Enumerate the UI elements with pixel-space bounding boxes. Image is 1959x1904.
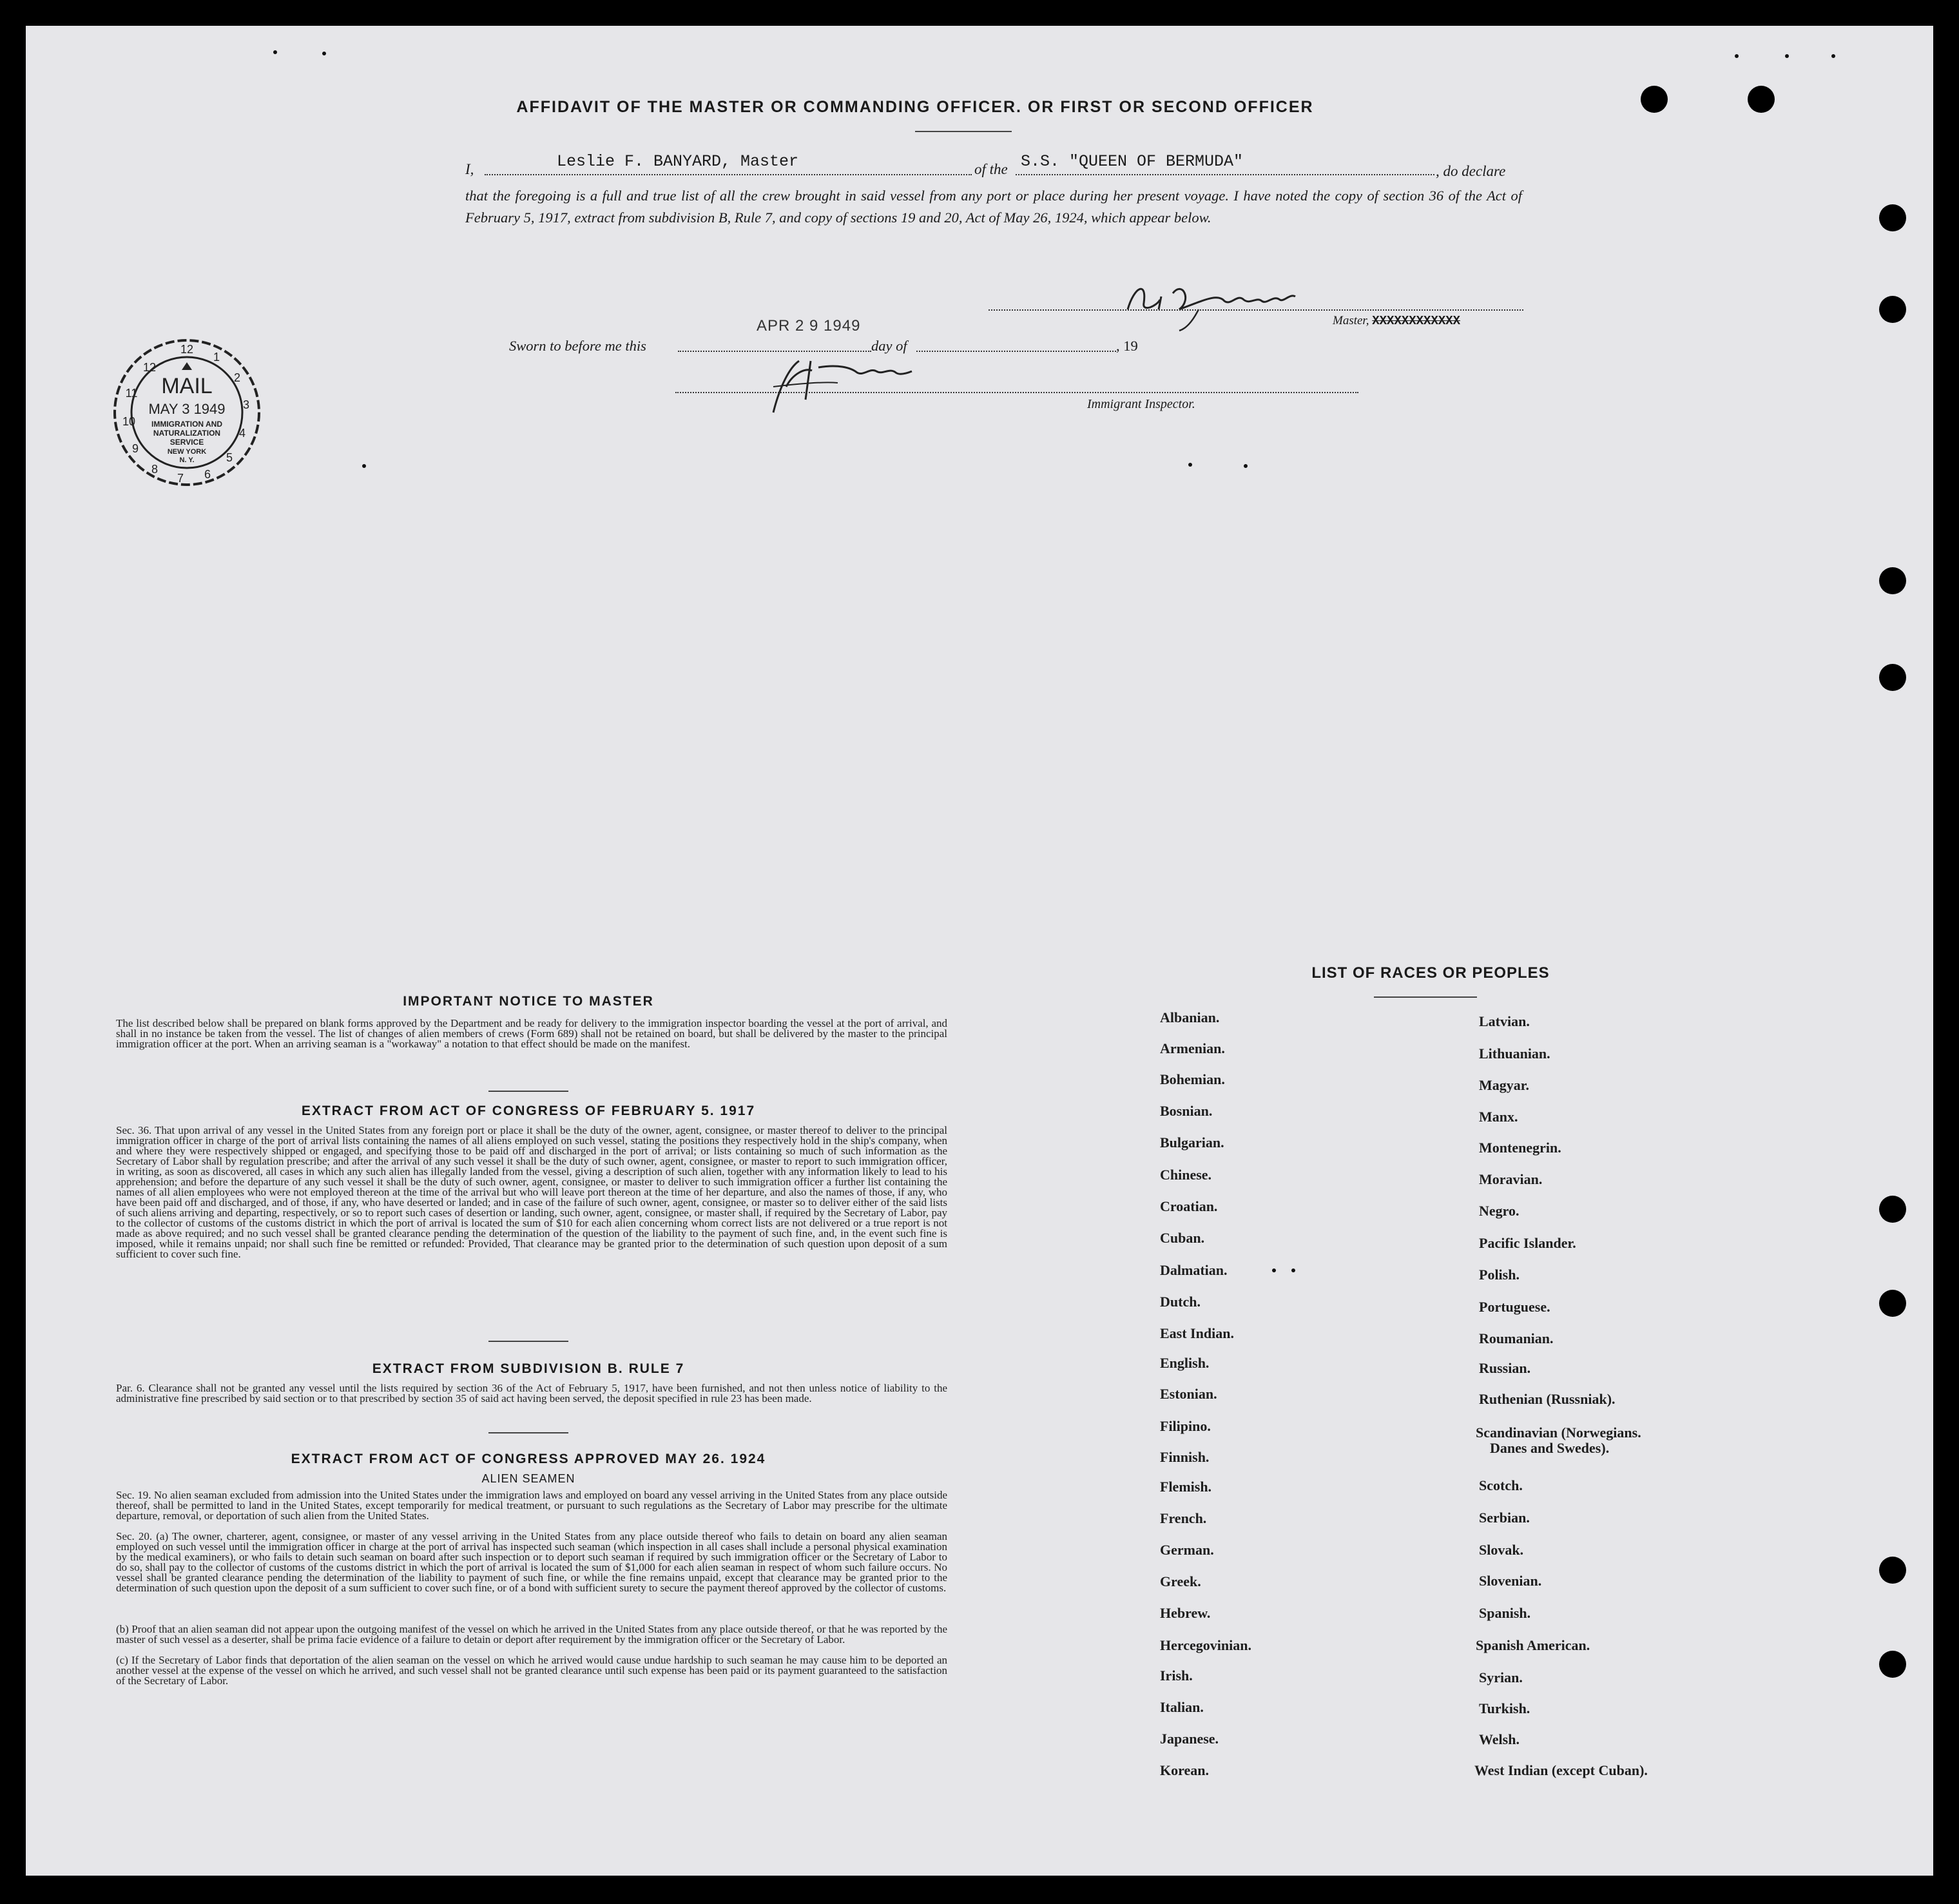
race-item: Bohemian. [1160, 1071, 1225, 1087]
race-item: West Indian (except Cuban). [1474, 1762, 1648, 1778]
master-signature-line [989, 309, 1523, 311]
punch-hole [1879, 1290, 1906, 1317]
race-item: Latvian. [1479, 1013, 1530, 1029]
race-item: Turkish. [1479, 1700, 1530, 1716]
races-title: LIST OF RACES OR PEOPLES [1311, 964, 1550, 982]
speck [1188, 463, 1192, 467]
divider [488, 1091, 568, 1092]
affidavit-title: AFFIDAVIT OF THE MASTER OR COMMANDING OFFICER. OR FIRST OR SECOND OFFICER [516, 98, 1314, 116]
extract-1924-title: EXTRACT FROM ACT OF CONGRESS APPROVED MAY 26. 1924 [291, 1452, 766, 1466]
svg-text:4: 4 [238, 427, 246, 440]
race-item: Korean. [1160, 1762, 1209, 1778]
race-item: Greek. [1160, 1573, 1201, 1589]
extract-rule7-title: EXTRACT FROM SUBDIVISION B. RULE 7 [372, 1361, 685, 1376]
svg-text:NEW YORK: NEW YORK [167, 448, 207, 456]
race-item: Filipino. [1160, 1418, 1211, 1434]
race-item: Cuban. [1160, 1230, 1205, 1246]
race-item: Pacific Islander. [1479, 1235, 1576, 1251]
divider [1374, 996, 1477, 998]
race-item: Estonian. [1160, 1386, 1217, 1402]
svg-text:3: 3 [242, 398, 250, 411]
mail-received-stamp [110, 335, 264, 490]
extract-rule7-body: Par. 6. Clearance shall not be granted any vessel until the lists required by section 36 of the Act of February 5, 1917, have been furnished, and not then unless notice of liability to the administrative fine prescribed by said section or to that prescribed by section 35 of said act having been served, the deposit specified in rule 23 has been made. [116, 1382, 947, 1404]
master-name-field: Leslie F. BANYARD, Master [557, 152, 799, 171]
vessel-name-field: S.S. "QUEEN OF BERMUDA" [1021, 152, 1244, 171]
svg-text:MAIL: MAIL [161, 374, 213, 398]
svg-text:5: 5 [226, 451, 233, 464]
race-item: Irish. [1160, 1667, 1193, 1684]
race-item: Moravian. [1479, 1171, 1543, 1187]
sworn-date-stamp: APR 2 9 1949 [757, 317, 861, 335]
punch-hole [1879, 1196, 1906, 1223]
speck [1272, 1268, 1276, 1272]
inspector-signature-line [675, 392, 1358, 393]
punch-hole [1879, 1651, 1906, 1678]
svg-text:10: 10 [122, 415, 136, 428]
svg-text:N. Y.: N. Y. [179, 456, 195, 464]
master-name-line [485, 174, 972, 175]
race-item: German. [1160, 1542, 1214, 1558]
svg-text:IMMIGRATION AND: IMMIGRATION AND [151, 420, 222, 429]
svg-text:NATURALIZATION: NATURALIZATION [153, 429, 221, 438]
divider [488, 1432, 568, 1433]
race-item: Spanish. [1479, 1605, 1531, 1621]
race-item: Lithuanian. [1479, 1045, 1550, 1062]
speck [362, 464, 366, 468]
race-item: Magyar. [1479, 1077, 1530, 1093]
race-item: Syrian. [1479, 1669, 1523, 1685]
race-item: Japanese. [1160, 1731, 1219, 1747]
punch-hole [1879, 204, 1906, 231]
svg-text:7: 7 [177, 472, 184, 485]
race-item: Spanish American. [1476, 1637, 1590, 1653]
race-item: Scotch. [1479, 1477, 1523, 1493]
sworn-label: Sworn to before me this [509, 338, 646, 354]
race-item: Scandinavian (Norwegians. [1476, 1424, 1641, 1441]
sec-20a-text: Sec. 20. (a) The owner, charterer, agent, consignee, or master of any vessel arriving in the United States from any place outside thereof who fails to detain on board any alien seaman employed on such vessel until the immigration officer in charge at the port of arrival has inspected such seaman (which inspection in all cases shall include a personal physical examination by the medical examiners), or who fails to detain such seaman on board after such inspection or to deport such seaman if required by such immigration officer or the Secretary of Labor to do so, shall pay to the collector of customs of the customs district in which the port of arrival is located the sum of $1,000 for each alien seaman in respect of whom such failure occurs. No vessel shall be granted clearance pending the determination of the liability to payment of such fine, or while the fine remains unpaid, except that clearance may be granted prior to the determination of such question upon the deposit of a sum sufficient to cover such fine, or of a bond with sufficient surety to secure the payment thereof approved by the collector of customs. [116, 1530, 947, 1594]
race-item: Armenian. [1160, 1040, 1225, 1056]
do-declare-label: , do declare [1436, 163, 1506, 179]
of-the-label: of the [974, 161, 1008, 177]
race-item: Portuguese. [1479, 1299, 1550, 1315]
punch-hole [1641, 86, 1668, 113]
affidavit-prefix: I, [465, 161, 474, 177]
speck [1244, 464, 1248, 468]
punch-hole [1879, 296, 1906, 323]
race-item: Montenegrin. [1479, 1140, 1561, 1156]
sworn-month-line [916, 351, 1116, 352]
race-item: French. [1160, 1510, 1207, 1526]
speck [1785, 54, 1789, 58]
svg-text:6: 6 [204, 468, 211, 481]
extract-1917-body: Sec. 36. That upon arrival of any vessel in the United States from any foreign port or place it shall be the duty of the owner, agent, consignee, or master thereof to deliver to the principal immigration officer in charge of the port of arrival lists containing the names of all aliens employed on such vessel, stating the positions they respectively hold in the ship's company, when and where they were respectively shipped or engaged, and specifying those to be paid off and discharged in the port of arrival; or lists containing so much of such information as the Secretary of Labor shall by regulation prescribe; and after the arrival of any such vessel it shall be the duty of such owner, agent, consignee, or master to report to such immigration officer, in writing, as soon as discovered, all cases in which any such alien has illegally landed from the vessel, giving a description of such alien, together with any information likely to lead to his apprehension; and before the departure of any such vessel it shall be the duty of such owner, agent, consignee, or master to deliver to such immigration officer a further list containing the names of all alien employees who were not employed thereon at the time of the arrival but who will leave port thereon at the time of her departure, and also the names of those, if any, who have been paid off and discharged, and of those, if any, who have deserted or landed; and in case of the failure of such owner, agent, consignee, or master so to deliver either of the said lists of such aliens arriving and departing, respectively, or so to report such cases of desertion or landing, such owner, agent, consignee, or master shall, if required by the Secretary of Labor, pay to the collector of customs of the customs district in which the port of arrival is located the sum of $10 for each alien concerning whom correct lists are not delivered or a true report is not made as above required; and no such vessel shall be granted clearance pending the determination of the question of the liability to the payment of such fine, and, in the event such fine is imposed, while it remains unpaid; nor shall such fine be remitted or refunded: Provided, That clearance may be granted prior to the determination of such question upon deposit of a sum sufficient to cover such fine. [116, 1124, 947, 1260]
race-item: Russian. [1479, 1360, 1531, 1376]
inspector-signature [760, 348, 915, 416]
race-item: English. [1160, 1355, 1210, 1371]
punch-hole [1879, 567, 1906, 594]
race-item: Bulgarian. [1160, 1134, 1224, 1151]
sec-20b-text: (b) Proof that an alien seaman did not appear upon the outgoing manifest of the vessel on which he arrived in the United States from any place outside thereof, or that he was reported by the master of such vessel as a deserter, shall be prima facie evidence of a failure to detain or deport after requirement by the immigration officer or the Secretary of Labor. [116, 1623, 947, 1646]
punch-hole [1879, 1557, 1906, 1584]
race-item: Roumanian. [1479, 1330, 1554, 1346]
punch-hole [1879, 664, 1906, 691]
svg-text:12: 12 [180, 343, 194, 356]
race-item: Serbian. [1479, 1510, 1530, 1526]
divider [488, 1341, 568, 1342]
svg-text:2: 2 [233, 371, 241, 384]
race-item: Dalmatian. [1160, 1262, 1228, 1278]
year-label: , 19 [1116, 338, 1138, 354]
svg-text:9: 9 [131, 442, 139, 455]
inspector-label: Immigrant Inspector. [1087, 397, 1195, 411]
race-item: Chinese. [1160, 1167, 1212, 1183]
notice-body: The list described below shall be prepared on blank forms approved by the Department and be ready for delivery to the immigration inspector boarding the vessel at the port of arrival, and shall in no instance be taken from the vessel. The list of changes of alien members of crews (Form 689) shall not be retained on board, but shall be delivered by the master to the principal immigration officer at the port. When an arriving seaman is a "workaway" a notation to that effect should be made on the manifest. [116, 1017, 947, 1050]
notice-title: IMPORTANT NOTICE TO MASTER [403, 994, 654, 1009]
speck [1831, 54, 1835, 58]
race-item: Hercegovinian. [1160, 1637, 1251, 1653]
affidavit-body: that the foregoing is a full and true list of all the crew brought in said vessel from any port or place during her present voyage. I have noted the copy of section 36 of the Act of February 5, 1917, extract from subdivision B, Rule 7, and copy of sections 19 and 20, Act of May 26, 1924, which appear below. [465, 188, 1522, 226]
race-item: Manx. [1479, 1109, 1518, 1125]
race-item: Hebrew. [1160, 1605, 1211, 1621]
speck [1735, 54, 1739, 58]
race-item: Dutch. [1160, 1294, 1201, 1310]
master-label-text: Master, [1333, 314, 1373, 327]
race-item: Bosnian. [1160, 1103, 1213, 1119]
race-item: Finnish. [1160, 1449, 1210, 1465]
race-item: East Indian. [1160, 1325, 1234, 1341]
punch-hole [1748, 86, 1775, 113]
race-item: Italian. [1160, 1699, 1204, 1715]
svg-text:8: 8 [151, 463, 159, 476]
race-item: Albanian. [1160, 1009, 1220, 1025]
extract-1917-title: EXTRACT FROM ACT OF CONGRESS OF FEBRUARY 5. 1917 [301, 1103, 756, 1118]
race-item: Ruthenian (Russniak). [1479, 1391, 1616, 1407]
svg-text:SERVICE: SERVICE [169, 438, 204, 447]
svg-text:MAY 3 1949: MAY 3 1949 [148, 401, 226, 417]
race-item: Polish. [1479, 1267, 1520, 1283]
svg-text:11: 11 [125, 387, 138, 400]
vessel-name-line [1016, 174, 1434, 175]
master-signature [1121, 274, 1308, 332]
sec-19-text: Sec. 19. No alien seaman excluded from admission into the United States under the immigration laws and employed on board any vessel arriving in the United States from any place outside thereof, shall be permitted to land in the United States, except temporarily for medical treatment, or pursuant to such regulations as the Secretary of Labor may prescribe for the ultimate departure, removal, or deportation of such alien from the United States. [116, 1489, 947, 1522]
sec-20c-text: (c) If the Secretary of Labor finds that deportation of the alien seaman on the vessel on which he arrived would cause undue hardship to such seaman he may cause him to be deported an another vessel at the expense of the vessel on which he arrived, and such vessel shall not be granted clearance until such expense has been paid or its payment guaranteed to the satisfaction of the Secretary of Labor. [116, 1654, 947, 1687]
race-item: Welsh. [1479, 1731, 1520, 1747]
divider [915, 131, 1012, 132]
race-item: Slovak. [1479, 1542, 1524, 1558]
svg-text:12: 12 [142, 361, 157, 374]
race-item: Slovenian. [1479, 1573, 1542, 1589]
race-item: Croatian. [1160, 1198, 1218, 1214]
speck [1291, 1268, 1295, 1272]
document-page [26, 26, 1933, 1876]
race-item: Flemish. [1160, 1479, 1212, 1495]
speck [322, 52, 326, 55]
master-label [1333, 314, 1460, 328]
svg-text:1: 1 [213, 351, 220, 364]
master-struck-text: XXXXXXXXXXXX [1372, 314, 1461, 328]
race-item: Danes and Swedes). [1490, 1440, 1610, 1456]
race-item: Negro. [1479, 1203, 1520, 1219]
speck [273, 50, 277, 54]
day-of-label: day of [871, 338, 907, 354]
alien-seamen-subtitle: ALIEN SEAMEN [481, 1472, 575, 1485]
